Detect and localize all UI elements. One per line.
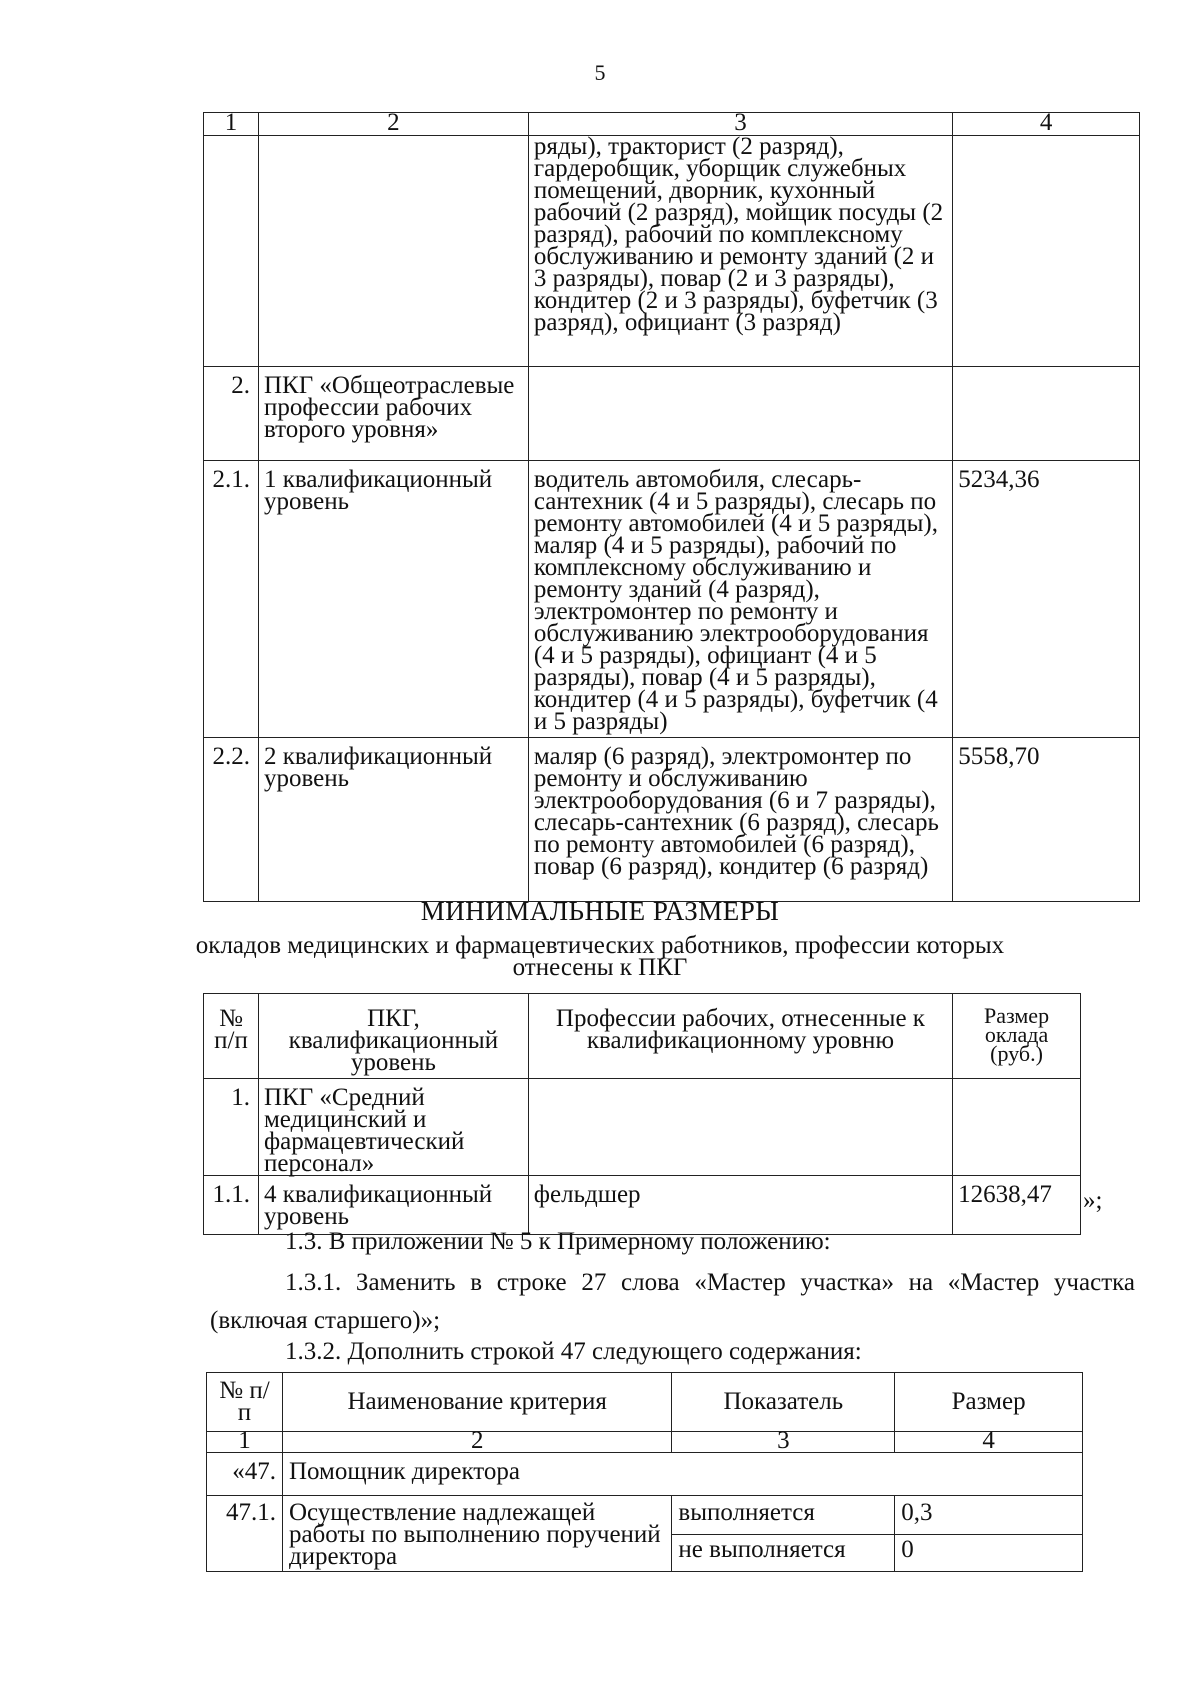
worker-professions-table [203, 109, 1140, 902]
professions-cell: водитель автомобиля, слесарь-сантехник (4 и 5 разряды), слесарь по ремонту автомобилей (4 и 5 разряды), маляр (4 и 5 разряды), рабочий по комплексному обслуживанию и ремонту зданий (4 разряд), электромонтер по ремонту и обслуживанию электрооборудования (4 и 5 разряды), официант (4 и 5 разряды), повар (4 и 5 разряды), кондитер (4 и 5 разряды), буфетчик (4 и 5 разряды) [528, 461, 952, 738]
indicator-cell: выполняется [672, 1496, 895, 1535]
professions-cell [528, 1079, 952, 1176]
column-numbers-row [207, 1432, 1083, 1453]
paragraph-1-3-2: 1.3.2. Дополнить строкой 47 следующего содержания: [285, 1338, 862, 1365]
qualification-level: 2 квалификационный уровень [258, 738, 528, 902]
header-number: № п/п [204, 994, 259, 1079]
table-row [204, 1176, 1081, 1235]
qualification-group: ПКГ «Средний медицинский и фармацевтический персонал» [258, 1079, 528, 1176]
header-criterion: Наименование критерия [282, 1373, 671, 1432]
qualification-level [258, 136, 528, 367]
table-row [204, 1079, 1081, 1176]
section-subtitle: окладов медицинских и фармацевтических работников, профессии которых отнесены к ПКГ [195, 932, 1005, 981]
salary-cell [953, 367, 1140, 461]
column-number: 3 [528, 113, 952, 136]
column-number: 4 [895, 1432, 1083, 1453]
salary-cell [953, 136, 1140, 367]
medical-salary-table [203, 993, 1081, 1235]
professions-cell [528, 367, 952, 461]
header-number: № п/п [207, 1373, 283, 1432]
size-cell: 0 [895, 1535, 1083, 1572]
salary-cell: 5234,36 [953, 461, 1140, 738]
row-number: 2.1. [204, 461, 259, 738]
qualification-level: 1 квалификационный уровень [258, 461, 528, 738]
table-row [204, 461, 1140, 738]
row-number [204, 136, 259, 367]
salary-cell: 12638,47 [953, 1176, 1081, 1235]
column-number: 1 [204, 113, 259, 136]
table-row [207, 1496, 1083, 1535]
professions-cell: фельдшер [528, 1176, 952, 1235]
row-number: 1. [204, 1079, 259, 1176]
indicator-cell: не выполняется [672, 1535, 895, 1572]
row-number: 2.2. [204, 738, 259, 902]
group-name: Помощник директора [282, 1453, 1082, 1496]
header-size: Размер [895, 1373, 1083, 1432]
table-row [207, 1453, 1083, 1496]
header-salary: Размер оклада (руб.) [953, 994, 1081, 1079]
table-row [204, 738, 1140, 902]
column-number: 1 [207, 1432, 283, 1453]
paragraph-1-3: 1.3. В приложении № 5 к Примерному положению: [285, 1228, 831, 1255]
closing-quote: »; [1083, 1187, 1103, 1214]
paragraph-1-3-1: 1.3.1. Заменить в строке 27 слова «Мастер участка» на «Мастер участка (включая старшего)»; [210, 1269, 1135, 1334]
qualification-group: ПКГ «Общеотраслевые профессии рабочих второго уровня» [258, 367, 528, 461]
criteria-table [206, 1372, 1083, 1572]
row-number: 1.1. [204, 1176, 259, 1235]
table-header-row [204, 994, 1081, 1079]
section-title: МИНИМАЛЬНЫЕ РАЗМЕРЫ [420, 896, 780, 926]
header-professions: Профессии рабочих, отнесенные к квалификационному уровню [528, 994, 952, 1079]
salary-cell: 5558,70 [953, 738, 1140, 902]
professions-cell: маляр (6 разряд), электромонтер по ремонту и обслуживанию электрооборудования (6 и 7 разряды), слесарь-сантехник (6 разряд), слесарь по ремонту автомобилей (6 разряд), повар (6 разряд), кондитер (6 разряд) [528, 738, 952, 902]
table-header-row [207, 1373, 1083, 1432]
criterion-name: Осуществление надлежащей работы по выполнению поручений директора [282, 1496, 671, 1572]
row-number: 2. [204, 367, 259, 461]
column-number: 4 [953, 113, 1140, 136]
row-number: 47.1. [207, 1496, 283, 1572]
professions-cell: ряды), тракторист (2 разряд), гардеробщик, уборщик служебных помещений, дворник, кухонный рабочий (2 разряд), мойщик посуды (2 разряд), рабочий по комплексному обслуживанию и ремонту зданий (2 и 3 разряды), повар (2 и 3 разряды), кондитер (2 и 3 разряды), буфетчик (3 разряд), официант (3 разряд) [528, 136, 952, 367]
size-cell: 0,3 [895, 1496, 1083, 1535]
table-row [204, 367, 1140, 461]
column-number: 3 [672, 1432, 895, 1453]
header-indicator: Показатель [672, 1373, 895, 1432]
row-number: «47. [207, 1453, 283, 1496]
header-qualification: ПКГ, квалификационный уровень [258, 994, 528, 1079]
column-number: 2 [258, 113, 528, 136]
page-number: 5 [594, 60, 606, 85]
qualification-level: 4 квалификационный уровень [258, 1176, 528, 1235]
table-row [204, 136, 1140, 367]
salary-cell [953, 1079, 1081, 1176]
column-number: 2 [282, 1432, 671, 1453]
